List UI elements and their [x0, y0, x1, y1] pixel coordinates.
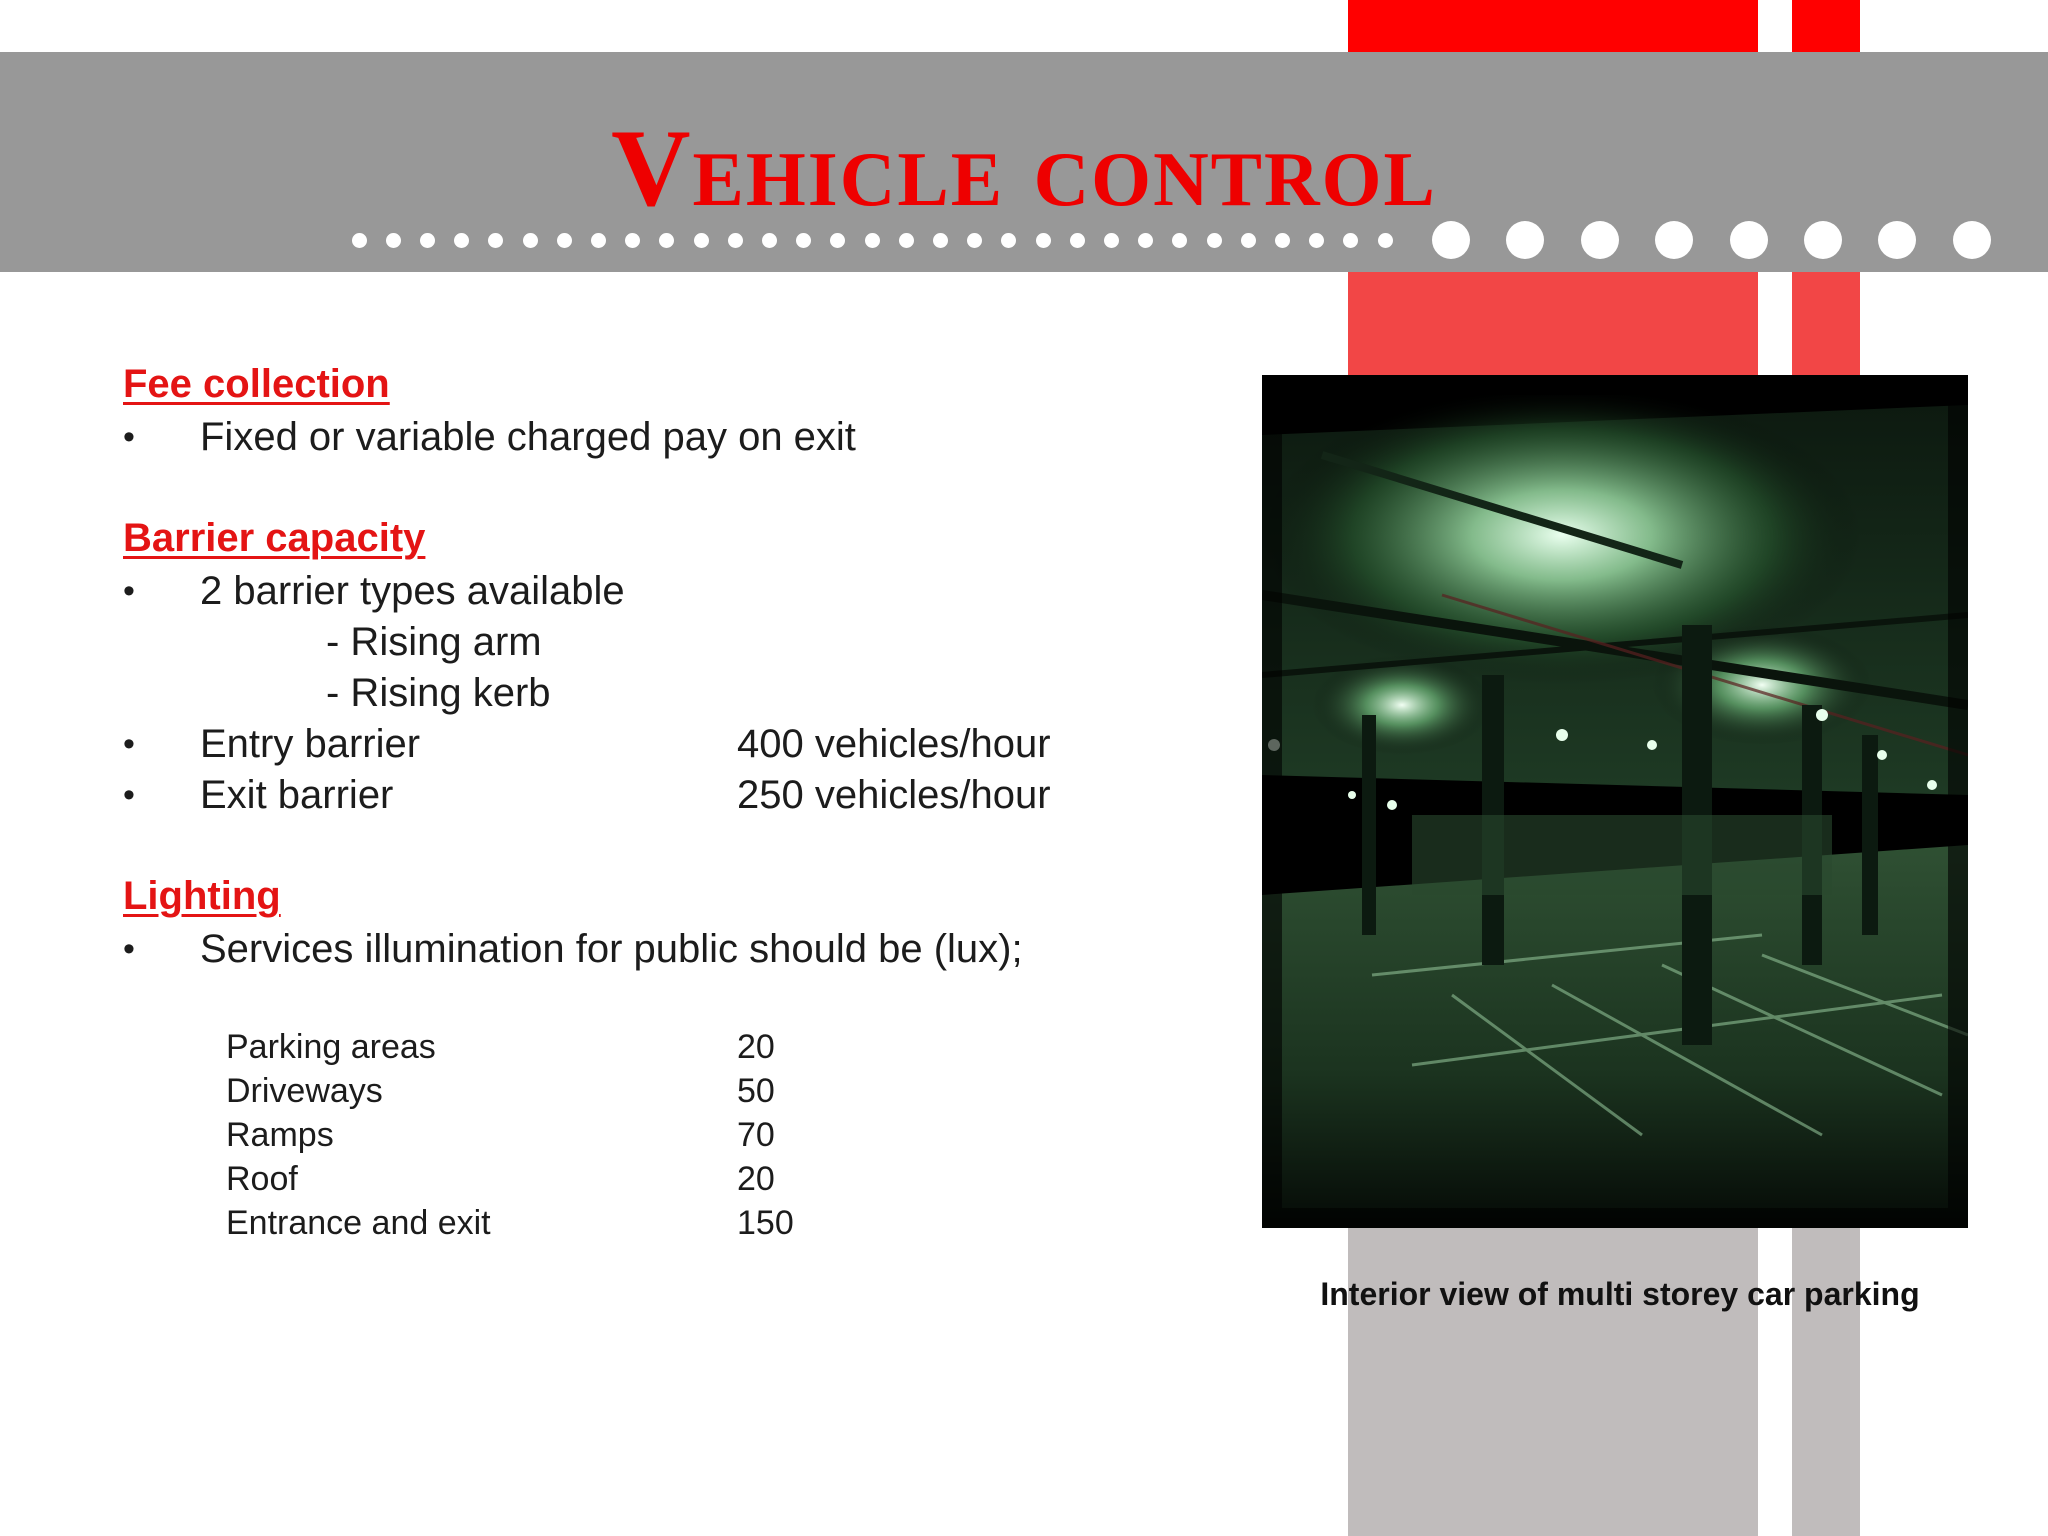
divider-dot [1309, 233, 1324, 248]
slide-title: Vehicle control [611, 107, 1437, 229]
divider-dot-large [1581, 221, 1619, 259]
lux-value: 20 [737, 1028, 775, 1066]
fee-collection-heading: Fee collection [123, 362, 390, 406]
photo-caption: Interior view of multi storey car parking [1320, 1276, 1920, 1312]
lux-label: Driveways [226, 1072, 383, 1110]
decorative-stripe [1348, 272, 1758, 378]
exit-barrier-value: 250 vehicles/hour [737, 773, 1051, 817]
lux-label: Ramps [226, 1116, 334, 1154]
lighting-intro: Services illumination for public should be (lux); [200, 927, 1023, 971]
lux-value: 150 [737, 1204, 794, 1242]
decorative-stripe [1348, 1228, 1758, 1536]
divider-dot [1378, 233, 1393, 248]
bullet: • [123, 418, 135, 456]
bullet: • [123, 725, 135, 763]
barrier-type-rising-arm: - Rising arm [326, 620, 542, 664]
bullet: • [123, 930, 135, 968]
lux-label: Roof [226, 1160, 298, 1198]
divider-dot-large [1506, 221, 1544, 259]
decorative-stripe [1792, 1228, 1860, 1536]
barrier-type-rising-kerb: - Rising kerb [326, 671, 551, 715]
divider-dot-large [1804, 221, 1842, 259]
divider-dot-large [1878, 221, 1916, 259]
lighting-heading: Lighting [123, 874, 281, 918]
divider-dot [1207, 233, 1222, 248]
divider-dot [1343, 233, 1358, 248]
entry-barrier-value: 400 vehicles/hour [737, 722, 1051, 766]
decorative-stripe [1348, 0, 1758, 52]
decorative-stripe [1792, 0, 1860, 52]
entry-barrier-label: Entry barrier [200, 722, 421, 766]
lux-label: Entrance and exit [226, 1204, 491, 1242]
barrier-capacity-heading: Barrier capacity [123, 516, 426, 560]
barrier-types-label: 2 barrier types available [200, 569, 625, 613]
bullet: • [123, 776, 135, 814]
exit-barrier-label: Exit barrier [200, 773, 394, 817]
divider-dot [1241, 233, 1256, 248]
divider-dot-large [1953, 221, 1991, 259]
lux-label: Parking areas [226, 1028, 436, 1066]
lux-value: 50 [737, 1072, 775, 1110]
car-park-photo [1262, 375, 1968, 1228]
divider-dot [1275, 233, 1290, 248]
divider-dot-large [1730, 221, 1768, 259]
divider-dot-large [1432, 221, 1470, 259]
lux-value: 20 [737, 1160, 775, 1198]
lux-value: 70 [737, 1116, 775, 1154]
bullet: • [123, 572, 135, 610]
decorative-stripe [1792, 272, 1860, 378]
fee-item: Fixed or variable charged pay on exit [200, 415, 856, 459]
divider-dot-large [1655, 221, 1693, 259]
